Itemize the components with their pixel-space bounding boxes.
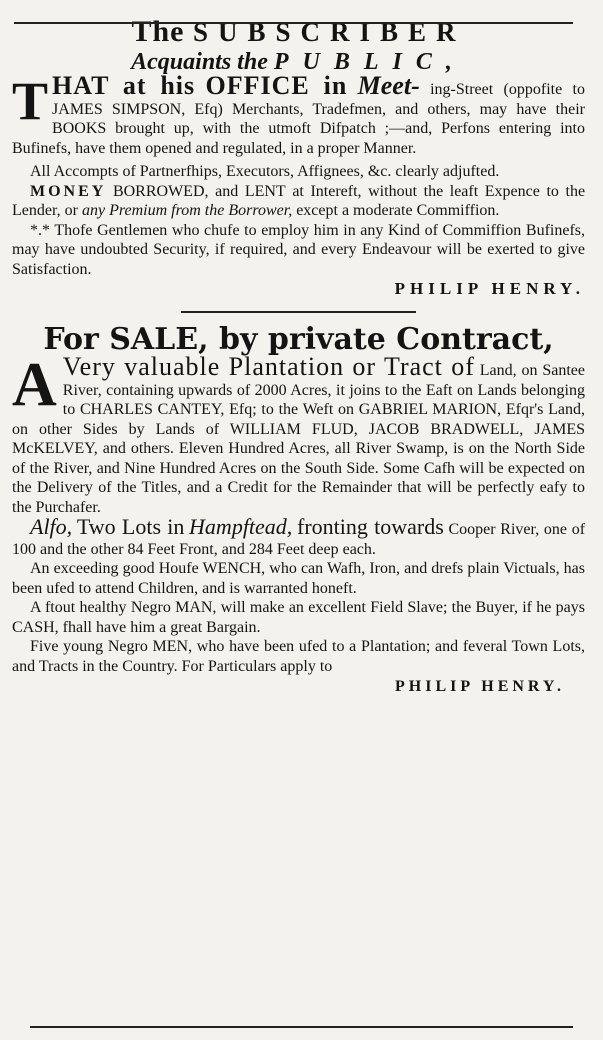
- ad2-paragraph-men: Five young Negro MEN, who have been ufed to a Plantation; and feveral Town Lots, and Tracts in the Country. For Particulars apply to: [12, 638, 585, 675]
- ad2-p2-a: Two Lots in: [76, 514, 185, 539]
- ad1-sub-word: PUBLIC,: [273, 49, 466, 75]
- ad2-p2-b: fronting towards: [297, 514, 444, 539]
- sale-advertisement: [12, 323, 585, 696]
- ad1-paragraph-money: [12, 182, 585, 221]
- bottom-rule: [30, 1026, 573, 1028]
- ad1-p3-end: except a moderate Commiffion.: [296, 202, 500, 219]
- ad2-drop-cap: A: [12, 351, 57, 419]
- ad1-p3-ital: any Premium from the Borrower,: [82, 202, 293, 219]
- ad1-drop-cap: T: [12, 71, 49, 131]
- ad1-open-office: OFFICE in: [205, 71, 348, 100]
- ad2-paragraph-man: A ftout healthy Negro MAN, will make an excellent Field Slave; the Buyer, if he pays CASH, fhall have him a great Bargain.: [12, 599, 585, 636]
- ad1-headline: [12, 16, 585, 48]
- ad2-heading: For SALE, by private Contract,: [43, 322, 554, 357]
- ad2-also: Alfo,: [30, 514, 73, 539]
- ad2-paragraph-lots: [12, 514, 586, 559]
- ad1-lent: LENT: [244, 182, 286, 200]
- top-rule: [14, 22, 573, 24]
- ad1-p4-text: Thofe Gentlemen who chufe to employ him in any Kind of Commiffion Bufinefs, may have undoubted Security, if required, and every Endeavour will be exerted to give Satisfaction.: [12, 221, 586, 278]
- ad1-paragraph-office: [12, 71, 585, 158]
- ad1-money: MONEY: [30, 182, 107, 200]
- ad1-and: and: [215, 182, 239, 200]
- ad1-open-big: HAT at his: [52, 71, 196, 100]
- ad1-sub-pre: Acquaints the: [131, 49, 268, 75]
- ad1-borrowed: BORROWED,: [112, 182, 209, 200]
- ad1-asterism: *.*: [30, 221, 50, 239]
- separator-rule: [181, 311, 416, 313]
- ad1-paragraph-accompts: All Accompts of Partnerfhips, Executors, Affignees, &c. clearly adjufted.: [30, 163, 500, 180]
- ad2-p2-rest: Cooper River, one of 100 and the other 84 Feet Front, and 284 Feet deep each.: [12, 521, 586, 558]
- subscriber-advertisement: [12, 16, 585, 299]
- ad1-headline-word: SUBSCRIBER: [192, 17, 466, 47]
- ad2-paragraph-plantation: [12, 351, 586, 517]
- newspaper-page: [0, 16, 603, 1040]
- ad1-headline-pre: The: [131, 15, 185, 48]
- ad2-lead: Very valuable Plantation or Tract of: [62, 352, 475, 381]
- ad1-open-meet: Meet-: [357, 71, 420, 100]
- ad2-hampstead: Hampftead,: [189, 514, 293, 539]
- ad1-p3-rest: at Intereft, without the leaft Expence to the Lender, or: [12, 182, 586, 219]
- ad2-p1: Land, on Santee River, containing upwards of 2000 Acres, it joins to the Eaft on Lands belonging to CHARLES CANTEY, Efq; to the Weft on GABRIEL MARION, Efqr's Land, on other Sides by Lands of WILLIAM FLUD, JACOB BRADWELL, JAMES McKELVEY, and others. Eleven Hundred Acres, all River Swamp, is on the North Side of the River, and Nine Hundred Acres on the South Side. Some Cafh will be expected on the Delivery of the Titles, and a Credit for the Remainder that will be perfectly eafy to the Purchafer.: [12, 362, 586, 516]
- ad2-signature: PHILIP HENRY.: [395, 678, 565, 695]
- ad1-paragraph-gentlemen: [12, 221, 585, 280]
- ad2-paragraph-wench: An exceeding good Houfe WENCH, who can Wafh, Iron, and drefs plain Victuals, has been ufed to attend Children, and is warranted honeft.: [12, 560, 585, 597]
- ad1-signature: PHILIP HENRY.: [394, 279, 585, 298]
- ad1-p1-rest: ing-Street (oppofite to JAMES SIMPSON, Efq) Merchants, Tradefmen, and others, may have their BOOKS brought up, with the utmoft Difpatch ;—and, Perfons entering into Bufinefs, have them opened and regulated, in a proper Manner.: [12, 81, 585, 157]
